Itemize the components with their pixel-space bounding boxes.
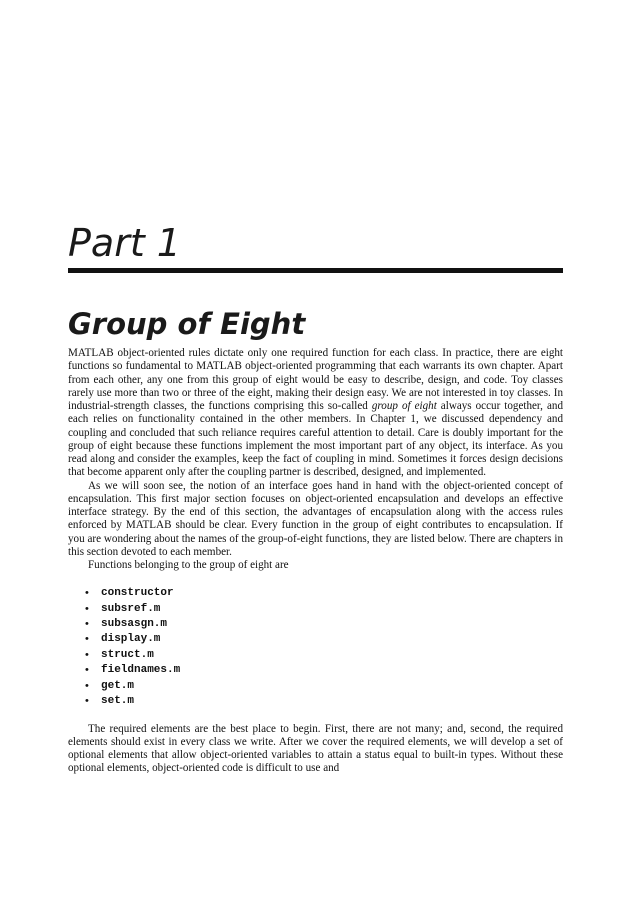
list-item: • display.m bbox=[85, 632, 563, 647]
group-of-eight-emphasis: group of eight bbox=[371, 400, 437, 412]
body-text bbox=[68, 347, 563, 776]
list-item: • struct.m bbox=[85, 648, 563, 663]
paragraph-required-elements: The required elements are the best place to begin. First, there are not many; and, second, the required elements should exist in every class we write. After we cover the required elements, we will develop a set of optional elements that allow object-oriented variables to attain a status equal to built-in types. Without these optional elements, object-oriented code is difficult to use and bbox=[68, 722, 563, 775]
list-item: • fieldnames.m bbox=[85, 663, 563, 678]
list-item: • subsasgn.m bbox=[85, 617, 563, 632]
function-list bbox=[68, 586, 563, 709]
paragraph-list-intro: Functions belonging to the group of eight are bbox=[88, 559, 289, 571]
list-item: • set.m bbox=[85, 694, 563, 709]
part-title: Part 1 bbox=[68, 221, 181, 265]
part-title-rule bbox=[68, 268, 563, 273]
list-item: • constructor bbox=[85, 586, 563, 601]
section-title: Group of Eight bbox=[68, 307, 306, 341]
list-item: • subsref.m bbox=[85, 602, 563, 617]
paragraph-encapsulation: As we will soon see, the notion of an interface goes hand in hand with the object-oriented concept of encapsulation. This first major section focuses on object-oriented encapsulation and develops an effective interface strategy. By the end of this section, the advantages of encapsulation along with the access rules enforced by MATLAB should be clear. Every function in the group of eight contributes to encapsulation. If you are wondering about the names of the group-of-eight functions, they are listed below. There are chapters in this section devoted to each member. bbox=[68, 479, 563, 558]
paragraph-intro: MATLAB object-oriented rules dictate only one required function for each class. In practice, there are eight functions so fundamental to MATLAB object-oriented programming that each warrants its own chapter. Apart from each other, any one from this group of eight would be easy to describe, design, and code. Toy classes rarely use more than two or three of the eight, making their design easy. We are not interested in toy classes. In industrial-strength classes, the functions comprising this so-called group of eight always occur together, and each relies on functionality contained in the other members. In Chapter 1, we discussed dependency and coupling and concluded that such reliance requires careful attention to detail. Care is doubly important for the group of eight because these functions implement the most important part of any object, its interface. As you read along and consider the examples, keep the fact of coupling in mind. Sometimes it forces design decisions that become apparent only after the coupling partner is described, designed, and implemented. bbox=[68, 347, 563, 479]
list-item: • get.m bbox=[85, 679, 563, 694]
